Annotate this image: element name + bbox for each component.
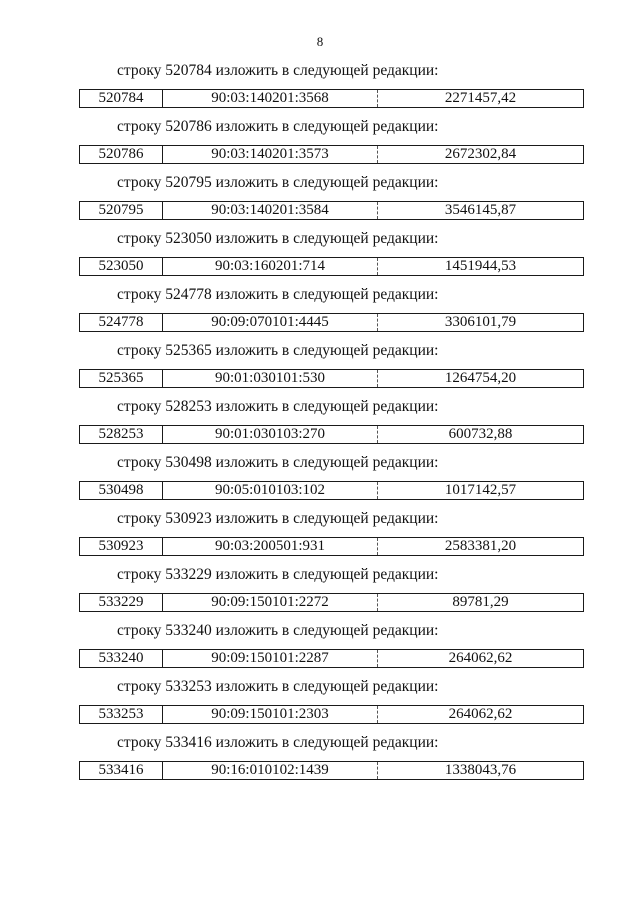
- cadastral-number-cell: 90:05:010103:102: [163, 482, 378, 499]
- table-row: [79, 89, 584, 108]
- instruction-row-id: 533240: [165, 622, 212, 639]
- table-row: [79, 313, 584, 332]
- cadastral-number-cell: 90:03:160201:714: [163, 258, 378, 275]
- amendment-instruction: [117, 61, 439, 81]
- cadastral-number-cell: 90:09:150101:2303: [163, 706, 378, 723]
- instruction-row-id: 520784: [165, 62, 212, 79]
- instruction-row-id: 533416: [165, 734, 212, 751]
- cadastral-value-cell: 264062,62: [448, 706, 513, 722]
- instruction-suffix: изложить в следующей редакции:: [215, 678, 439, 695]
- instruction-row-id: 520795: [165, 174, 212, 191]
- instruction-prefix: строку: [117, 734, 162, 751]
- table-row: [79, 705, 584, 724]
- amendment-instruction: [117, 565, 439, 585]
- instruction-prefix: строку: [117, 118, 162, 135]
- amendment-list: [0, 61, 640, 789]
- row-id-cell: 533253: [80, 706, 163, 723]
- cadastral-value-cell: 89781,29: [452, 594, 509, 610]
- amendment-instruction: [117, 229, 439, 249]
- cadastral-value-cell: 264062,62: [448, 650, 513, 666]
- cadastral-value-cell: 2271457,42: [444, 90, 517, 106]
- row-id-cell: 530923: [80, 538, 163, 555]
- instruction-suffix: изложить в следующей редакции:: [215, 454, 439, 471]
- cadastral-value-cell: 3546145,87: [444, 202, 517, 218]
- instruction-row-id: 533253: [165, 678, 212, 695]
- cadastral-value-cell: 3306101,79: [444, 314, 517, 330]
- table-row: [79, 481, 584, 500]
- row-id-cell: 524778: [80, 314, 163, 331]
- amendment-instruction: [117, 397, 439, 417]
- instruction-suffix: изложить в следующей редакции:: [215, 174, 439, 191]
- amendment-entry: [0, 285, 640, 341]
- instruction-row-id: 530498: [165, 454, 212, 471]
- row-id-cell: 533229: [80, 594, 163, 611]
- table-row: [79, 257, 584, 276]
- row-id-cell: 520795: [80, 202, 163, 219]
- amendment-instruction: [117, 117, 439, 137]
- amendment-entry: [0, 453, 640, 509]
- cadastral-number-cell: 90:09:070101:4445: [163, 314, 378, 331]
- instruction-row-id: 533229: [165, 566, 212, 583]
- instruction-suffix: изложить в следующей редакции:: [215, 398, 439, 415]
- row-id-cell: 520784: [80, 90, 163, 107]
- instruction-suffix: изложить в следующей редакции:: [215, 734, 439, 751]
- instruction-prefix: строку: [117, 62, 162, 79]
- row-id-cell: 533416: [80, 762, 163, 779]
- amendment-entry: [0, 173, 640, 229]
- row-id-cell: 525365: [80, 370, 163, 387]
- table-row: [79, 649, 584, 668]
- amendment-instruction: [117, 341, 439, 361]
- row-id-cell: 520786: [80, 146, 163, 163]
- instruction-prefix: строку: [117, 510, 162, 527]
- instruction-row-id: 523050: [165, 230, 212, 247]
- instruction-suffix: изложить в следующей редакции:: [215, 62, 439, 79]
- amendment-instruction: [117, 733, 439, 753]
- row-id-cell: 533240: [80, 650, 163, 667]
- instruction-row-id: 524778: [165, 286, 212, 303]
- amendment-entry: [0, 229, 640, 285]
- instruction-row-id: 525365: [165, 342, 212, 359]
- instruction-prefix: строку: [117, 678, 162, 695]
- cadastral-value-cell: 1264754,20: [444, 370, 517, 386]
- cadastral-number-cell: 90:09:150101:2287: [163, 650, 378, 667]
- amendment-entry: [0, 733, 640, 789]
- instruction-row-id: 528253: [165, 398, 212, 415]
- instruction-suffix: изложить в следующей редакции:: [215, 622, 439, 639]
- cadastral-value-cell: 2583381,20: [444, 538, 517, 554]
- cadastral-value-cell: 1017142,57: [444, 482, 517, 498]
- amendment-entry: [0, 117, 640, 173]
- amendment-instruction: [117, 509, 439, 529]
- page-number: 8: [316, 34, 324, 49]
- instruction-row-id: 530923: [165, 510, 212, 527]
- instruction-prefix: строку: [117, 230, 162, 247]
- table-row: [79, 425, 584, 444]
- cadastral-number-cell: 90:03:140201:3568: [163, 90, 378, 107]
- amendment-instruction: [117, 621, 439, 641]
- amendment-instruction: [117, 173, 439, 193]
- amendment-entry: [0, 509, 640, 565]
- table-row: [79, 369, 584, 388]
- instruction-prefix: строку: [117, 398, 162, 415]
- instruction-suffix: изложить в следующей редакции:: [215, 510, 439, 527]
- instruction-prefix: строку: [117, 622, 162, 639]
- cadastral-number-cell: 90:03:140201:3584: [163, 202, 378, 219]
- cadastral-number-cell: 90:03:140201:3573: [163, 146, 378, 163]
- amendment-instruction: [117, 285, 439, 305]
- instruction-prefix: строку: [117, 174, 162, 191]
- cadastral-value-cell: 1451944,53: [444, 258, 517, 274]
- table-row: [79, 537, 584, 556]
- amendment-entry: [0, 341, 640, 397]
- instruction-suffix: изложить в следующей редакции:: [215, 566, 439, 583]
- amendment-instruction: [117, 453, 439, 473]
- instruction-prefix: строку: [117, 286, 162, 303]
- table-row: [79, 761, 584, 780]
- instruction-suffix: изложить в следующей редакции:: [215, 118, 439, 135]
- table-row: [79, 145, 584, 164]
- amendment-entry: [0, 621, 640, 677]
- cadastral-number-cell: 90:16:010102:1439: [163, 762, 378, 779]
- amendment-entry: [0, 61, 640, 117]
- amendment-entry: [0, 677, 640, 733]
- instruction-suffix: изложить в следующей редакции:: [215, 342, 439, 359]
- cadastral-number-cell: 90:03:200501:931: [163, 538, 378, 555]
- cadastral-number-cell: 90:01:030101:530: [163, 370, 378, 387]
- instruction-suffix: изложить в следующей редакции:: [215, 286, 439, 303]
- table-row: [79, 593, 584, 612]
- row-id-cell: 523050: [80, 258, 163, 275]
- instruction-prefix: строку: [117, 566, 162, 583]
- cadastral-value-cell: 600732,88: [448, 426, 513, 442]
- cadastral-value-cell: 1338043,76: [444, 762, 517, 778]
- cadastral-number-cell: 90:09:150101:2272: [163, 594, 378, 611]
- amendment-instruction: [117, 677, 439, 697]
- amendment-entry: [0, 397, 640, 453]
- amendment-entry: [0, 565, 640, 621]
- cadastral-value-cell: 2672302,84: [444, 146, 517, 162]
- row-id-cell: 528253: [80, 426, 163, 443]
- row-id-cell: 530498: [80, 482, 163, 499]
- instruction-prefix: строку: [117, 454, 162, 471]
- instruction-row-id: 520786: [165, 118, 212, 135]
- cadastral-number-cell: 90:01:030103:270: [163, 426, 378, 443]
- table-row: [79, 201, 584, 220]
- instruction-prefix: строку: [117, 342, 162, 359]
- instruction-suffix: изложить в следующей редакции:: [215, 230, 439, 247]
